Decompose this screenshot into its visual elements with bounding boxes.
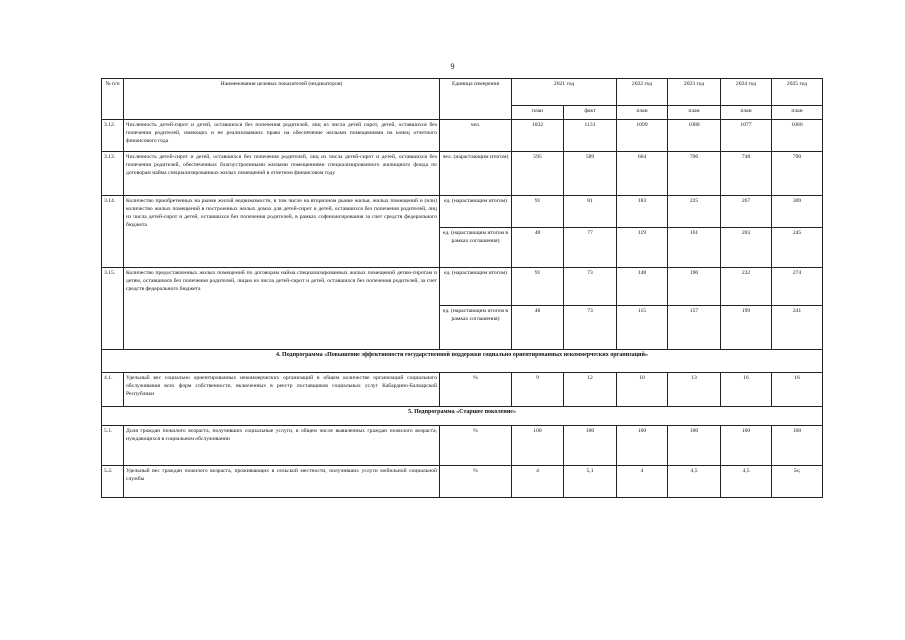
indicator-name: Количество приобретенных на рынке жилой недвижимости, в том числе на вторичном рынке жилья, жилых помещений и (или) количество жилых помещений в построенных жилых домах для детей-сирот и детей, оставшихся без попечения родителей, лиц из числа детей-сирот и детей, оставшихся без попечения родителей, в рамках софинансирования за счет средств федерального бюджета <box>124 196 440 268</box>
value-cell: 225 <box>668 196 721 228</box>
value-cell: 12 <box>564 373 617 407</box>
value-cell: 1099 <box>617 120 668 152</box>
value-cell: 119 <box>617 228 668 268</box>
value-cell: 595 <box>512 152 564 196</box>
value-cell: 267 <box>721 196 772 228</box>
value-cell: 4,5 <box>721 466 772 498</box>
header-plan-2025: план <box>772 106 823 120</box>
table-row <box>102 466 823 498</box>
indicator-name: Доля граждан пожилого возраста, получивших социальные услуги, в общем числе выявленных граждан пожилого возраста, нуждающихся в социальном обслуживании <box>124 426 440 466</box>
header-row-1 <box>102 79 823 106</box>
value-cell: 100 <box>668 426 721 466</box>
table-row <box>102 268 823 306</box>
value-cell: 73 <box>564 268 617 306</box>
value-cell: 190 <box>668 268 721 306</box>
indicator-name: Удельный вес граждан пожилого возраста, проживающих в сельской местности, получивших услуги мобильной социальной службы <box>124 466 440 498</box>
row-number: 3.12. <box>102 120 124 152</box>
row-number: 3.13. <box>102 152 124 196</box>
value-cell: 1088 <box>668 120 721 152</box>
value-cell: 232 <box>721 268 772 306</box>
row-number: 3.14. <box>102 196 124 268</box>
value-cell: 77 <box>564 228 617 268</box>
value-cell: 161 <box>668 228 721 268</box>
unit-cell: % <box>440 426 512 466</box>
unit-cell: чел. <box>440 120 512 152</box>
value-cell: 81 <box>564 196 617 228</box>
indicators-table <box>101 78 823 498</box>
unit-cell: ед. (нарастающим итогом) <box>440 268 512 306</box>
header-plan-2022: план <box>617 106 668 120</box>
value-cell: 100 <box>772 426 823 466</box>
value-cell: 241 <box>772 306 823 350</box>
value-cell: 1077 <box>721 120 772 152</box>
value-cell: 91 <box>512 268 564 306</box>
value-cell: 115 <box>617 306 668 350</box>
unit-cell: ед. (нарастающим итогом в рамках соглашения) <box>440 306 512 350</box>
header-num: № п/п <box>102 79 124 120</box>
section-heading-4: 4. Подпрограмма «Повышение эффективности государственной поддержки социально ориентированных некоммерческих организаций» <box>102 350 823 373</box>
value-cell: 100 <box>564 426 617 466</box>
value-cell: 664 <box>617 152 668 196</box>
value-cell: 100 <box>721 426 772 466</box>
value-cell: 1066 <box>772 120 823 152</box>
indicator-name: Количество предоставленных жилых помещений по договорам найма специализированных жилых помещений детям-сиротам и детям, оставшимся без попечения родителей, лицам из числа детей-сирот и детей, оставшихся без попечения родителей, за счет средств федерального бюджета <box>124 268 440 350</box>
header-2024: 2024 год <box>721 79 772 106</box>
value-cell: 748 <box>721 152 772 196</box>
header-plan-2023: план <box>668 106 721 120</box>
value-cell: 73 <box>564 306 617 350</box>
value-cell: 4 <box>617 466 668 498</box>
value-cell: 10 <box>617 373 668 407</box>
row-number: 5.2. <box>102 466 124 498</box>
header-2021: 2021 год <box>512 79 617 106</box>
indicator-name: Удельный вес социально ориентированных некоммерческих организаций в общем количестве организаций социального обслуживания всех форм собственности, включенных в реестр поставщиков социальных услуг Кабардино-Балкарской Республики <box>124 373 440 407</box>
value-cell: 589 <box>564 152 617 196</box>
header-plan-2024: план <box>721 106 772 120</box>
value-cell: 706 <box>668 152 721 196</box>
value-cell: 183 <box>617 196 668 228</box>
header-plan-2021: план <box>512 106 564 120</box>
unit-cell: % <box>440 466 512 498</box>
section-row <box>102 350 823 373</box>
value-cell: 9 <box>512 373 564 407</box>
header-2022: 2022 год <box>617 79 668 106</box>
section-row <box>102 407 823 426</box>
table-row <box>102 120 823 152</box>
value-cell: 199 <box>721 306 772 350</box>
value-cell: 203 <box>721 228 772 268</box>
value-cell: 100 <box>512 426 564 466</box>
value-cell: 148 <box>617 268 668 306</box>
header-2025: 2025 год <box>772 79 823 106</box>
value-cell: 1032 <box>512 120 564 152</box>
value-cell: 5,1 <box>564 466 617 498</box>
value-cell: 309 <box>772 196 823 228</box>
value-cell: 245 <box>772 228 823 268</box>
row-number: 5.1. <box>102 426 124 466</box>
value-cell: 790 <box>772 152 823 196</box>
value-cell: 13 <box>668 373 721 407</box>
indicator-name: Численность детей-сирот и детей, оставшихся без попечения родителей, лиц из числа детей сирот, детей, оставшихся без попечения родителей, имеющих и не реализовавших право на обеспечение жилыми помещениями на конец отчетного финансового года <box>124 120 440 152</box>
value-cell: 91 <box>512 196 564 228</box>
table-row <box>102 373 823 407</box>
header-name: Наименования целевых показателей (индикаторов) <box>124 79 440 120</box>
value-cell: 157 <box>668 306 721 350</box>
unit-cell: ед. (нарастающим итогом) <box>440 196 512 228</box>
header-fact-2021: факт <box>564 106 617 120</box>
indicator-name: Численность детей-сирот и детей, оставшихся без попечения родителей, лиц из числа детей-сирот и детей, оставшихся без попечения родителей, обеспеченных благоустроенными жилыми помещениями специализированного жилищного фонда по договорам найма специализированных жилых помещений в отчетном финансовом году <box>124 152 440 196</box>
value-cell: 16 <box>772 373 823 407</box>
value-cell: 48 <box>512 306 564 350</box>
table-row <box>102 152 823 196</box>
value-cell: 16 <box>721 373 772 407</box>
unit-cell: ед. (нарастающим итогом в рамках соглашения) <box>440 228 512 268</box>
row-number: 4.1. <box>102 373 124 407</box>
section-heading-5: 5. Подпрограмма «Старшее поколение» <box>102 407 823 426</box>
table-row <box>102 426 823 466</box>
value-cell: 1131 <box>564 120 617 152</box>
unit-cell: % <box>440 373 512 407</box>
value-cell: 48 <box>512 228 564 268</box>
page-number: 9 <box>450 62 455 71</box>
value-cell: 100 <box>617 426 668 466</box>
row-number: 3.15. <box>102 268 124 350</box>
unit-cell: чел. (нарастающим итогом) <box>440 152 512 196</box>
value-cell: 4 <box>512 466 564 498</box>
value-cell: 274 <box>772 268 823 306</box>
header-unit: Единица измерения <box>440 79 512 120</box>
table-row <box>102 196 823 228</box>
value-cell: 5s; <box>772 466 823 498</box>
header-2023: 2023 год <box>668 79 721 106</box>
value-cell: 4,5 <box>668 466 721 498</box>
